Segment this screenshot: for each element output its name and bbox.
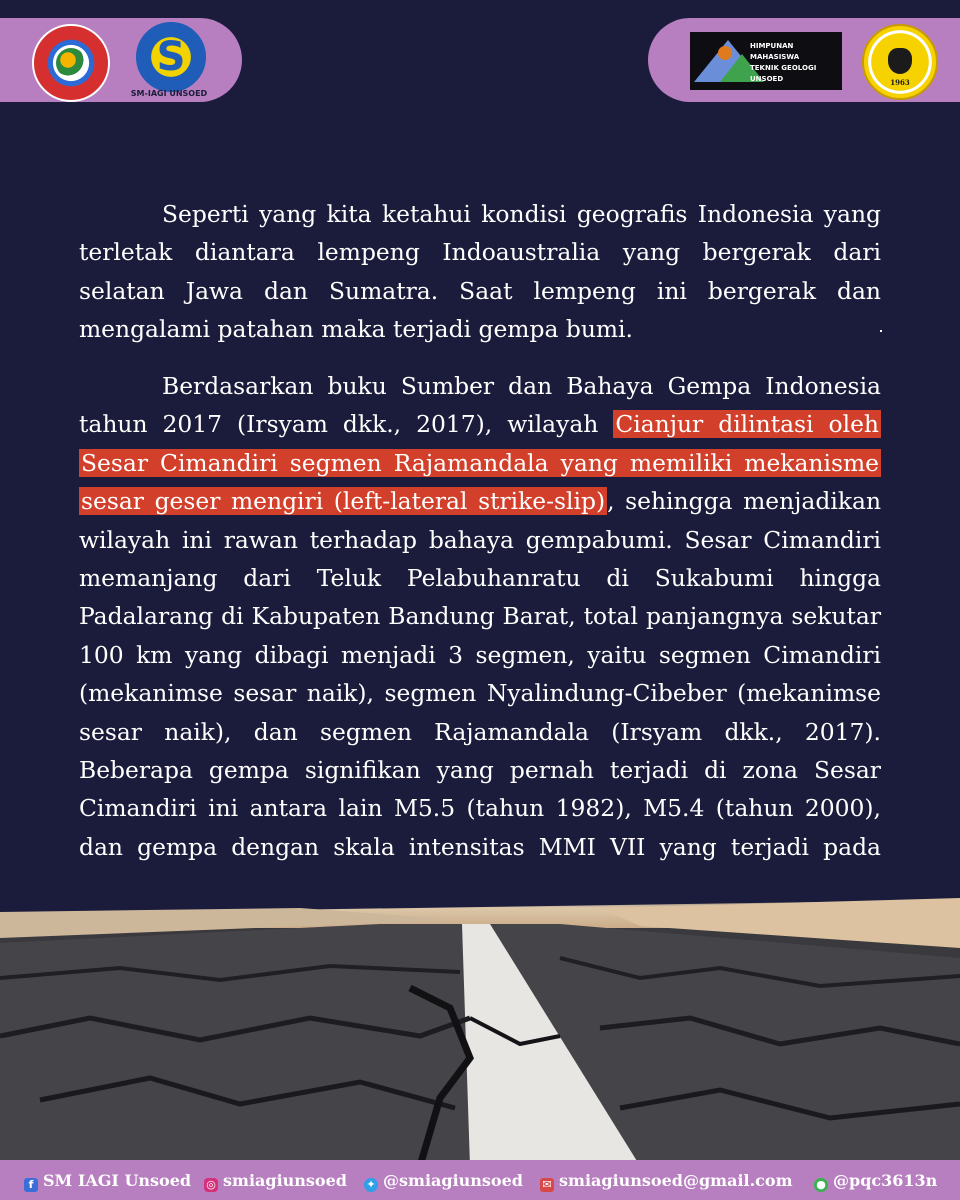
article-body	[79, 195, 881, 905]
facebook-icon: f	[24, 1178, 38, 1192]
footer-line[interactable]	[814, 1171, 937, 1191]
footer-facebook[interactable]	[24, 1171, 191, 1191]
unsoed-logo	[862, 24, 938, 100]
facebook-handle: SM IAGI Unsoed	[43, 1171, 192, 1190]
hmtg-logo	[690, 32, 842, 90]
stray-dot	[880, 330, 882, 332]
hmtg-text	[750, 41, 842, 85]
fgmi-logo	[32, 24, 110, 102]
paragraph-2	[79, 367, 881, 905]
twitter-icon: ✦	[364, 1178, 378, 1192]
cracked-road-image	[0, 868, 960, 1166]
footer-bar	[0, 1160, 960, 1200]
paragraph-1: Seperti yang kita ketahui kondisi geografis Indonesia yang terletak diantara lempeng Indoaustralia yang bergerak dari selatan Jawa dan Sumatra. Saat lempeng ini bergerak dan mengalami patahan maka terjadi gempa bumi.	[79, 200, 881, 344]
hmtg-line-3: UNSOED	[750, 75, 784, 83]
mail-icon: ✉	[540, 1178, 554, 1192]
unsoed-emblem-icon	[888, 48, 912, 74]
line-handle: @pqc3613n	[833, 1171, 938, 1190]
hmtg-line-2: TEKNIK GEOLOGI	[750, 64, 817, 72]
smiagi-logo	[136, 22, 206, 92]
sun-icon	[718, 46, 732, 60]
line-icon: ●	[814, 1178, 828, 1192]
instagram-handle: smiagiunsoed	[223, 1171, 347, 1190]
paragraph-2-intro: Berdasarkan buku Sumber dan Bahaya Gempa Indonesia tahun 2017 (Irsyam dkk., 2017), wilayah	[79, 372, 881, 439]
smiagi-caption: SM-IAGI UNSOED	[130, 89, 208, 98]
footer-email[interactable]	[540, 1171, 793, 1191]
fgmi-emblem-icon	[56, 48, 86, 78]
instagram-icon: ◎	[204, 1178, 218, 1192]
email-address: smiagiunsoed@gmail.com	[559, 1171, 793, 1190]
footer-instagram[interactable]	[204, 1171, 347, 1191]
hmtg-line-1: HIMPUNAN MAHASISWA	[750, 42, 800, 61]
smiagi-s-icon: S	[156, 34, 186, 80]
paragraph-2-rest: , sehingga menjadikan wilayah ini rawan terhadap bahaya gempabumi. Sesar Cimandiri memanjang dari Teluk Pelabuhanratu di Sukabumi hingga Padalarang di Kabupaten Bandung Barat, total panjangnya sekutar 100 km yang dibagi menjadi 3 segmen, yaitu segmen Cimandiri (mekanimse sesar naik), segmen Nyalindung-Cibeber (mekanimse sesar naik), dan segmen Rajamandala (Irsyam dkk., 2017). Beberapa gempa signifikan yang pernah terjadi di zona Sesar Cimandiri ini antara lain M5.5 (tahun 1982), M5.4 (tahun 2000), dan gempa dengan skala intensitas MMI VII yang terjadi pada	[79, 487, 882, 861]
highlighted-text: Cianjur dilintasi oleh Sesar Cimandiri segmen Rajamandala yang memiliki mekanisme sesar geser mengiri (left-lateral strike-slip)	[81, 410, 879, 516]
road-illustration	[0, 868, 960, 1166]
footer-twitter[interactable]	[364, 1171, 523, 1191]
unsoed-year: 1963	[890, 78, 910, 87]
twitter-handle: @smiagiunsoed	[383, 1171, 523, 1190]
